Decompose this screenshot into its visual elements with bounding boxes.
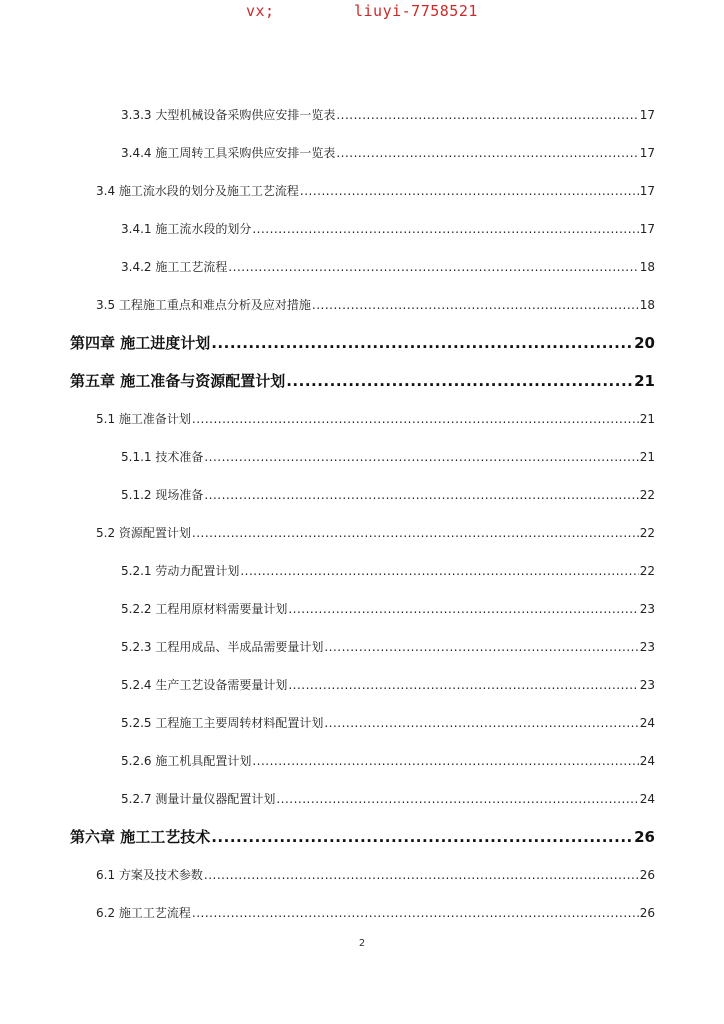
toc-entry[interactable]	[96, 524, 655, 541]
toc-entry-page: 26	[639, 868, 655, 882]
toc-dot-leader	[211, 334, 633, 352]
toc-entry-page: 26	[634, 828, 655, 846]
toc-entry-page: 22	[639, 488, 655, 502]
toc-entry-page: 18	[639, 260, 655, 274]
toc-entry[interactable]	[96, 296, 655, 313]
toc-entry-page: 17	[639, 222, 655, 236]
toc-entry-page: 21	[634, 372, 655, 390]
toc-entry-title: 3.4 施工流水段的划分及施工工艺流程	[96, 184, 299, 198]
watermark-left-text: vx;	[246, 2, 275, 20]
toc-entry-title: 第四章 施工进度计划	[70, 334, 211, 352]
toc-entry[interactable]	[121, 790, 655, 807]
toc-dot-leader	[324, 640, 638, 654]
toc-dot-leader	[336, 108, 638, 122]
toc-entry[interactable]	[121, 562, 655, 579]
toc-entry-page: 22	[639, 564, 655, 578]
toc-entry-title: 5.2.4 生产工艺设备需要量计划	[121, 678, 288, 692]
toc-entry-title: 5.1.2 现场准备	[121, 488, 204, 502]
toc-entry-page: 24	[639, 716, 655, 730]
toc-entry-page: 21	[639, 450, 655, 464]
toc-entry[interactable]	[121, 258, 655, 275]
watermark-right-text: liuyi-7758521	[354, 2, 478, 20]
toc-entry-title: 5.2.5 工程施工主要周转材料配置计划	[121, 716, 324, 730]
toc-entry-page: 26	[639, 906, 655, 920]
toc-entry[interactable]	[121, 752, 655, 769]
toc-entry[interactable]	[96, 866, 655, 883]
toc-entry-title: 6.1 方案及技术参数	[96, 868, 203, 882]
toc-dot-leader	[286, 372, 633, 390]
toc-entry[interactable]	[96, 904, 655, 921]
toc-entry-page: 17	[639, 108, 655, 122]
toc-entry[interactable]	[70, 826, 655, 847]
toc-entry[interactable]	[70, 332, 655, 353]
toc-dot-leader	[252, 222, 638, 236]
toc-entry[interactable]	[121, 638, 655, 655]
toc-entry[interactable]	[121, 600, 655, 617]
toc-dot-leader	[324, 716, 638, 730]
toc-entry[interactable]	[96, 182, 655, 199]
toc-entry-title: 6.2 施工工艺流程	[96, 906, 191, 920]
toc-entry-page: 17	[639, 146, 655, 160]
toc-entry-title: 3.4.1 施工流水段的划分	[121, 222, 252, 236]
toc-entry-title: 3.5 工程施工重点和难点分析及应对措施	[96, 298, 311, 312]
toc-dot-leader	[211, 828, 633, 846]
toc-entry[interactable]	[121, 676, 655, 693]
toc-entry-page: 20	[634, 334, 655, 352]
watermark	[0, 0, 724, 24]
toc-entry-page: 23	[639, 640, 655, 654]
toc-entry-title: 3.4.2 施工工艺流程	[121, 260, 228, 274]
toc-entry[interactable]	[121, 486, 655, 503]
toc-entry-title: 5.2.1 劳动力配置计划	[121, 564, 240, 578]
toc-dot-leader	[192, 526, 639, 540]
toc-entry-title: 5.2.2 工程用原材料需要量计划	[121, 602, 288, 616]
toc-dot-leader	[192, 906, 639, 920]
toc-entry[interactable]	[96, 410, 655, 427]
toc-entry[interactable]	[121, 714, 655, 731]
toc-dot-leader	[312, 298, 639, 312]
toc-entry-page: 24	[639, 754, 655, 768]
toc-entry-title: 5.2.7 测量计量仪器配置计划	[121, 792, 276, 806]
toc-dot-leader	[228, 260, 638, 274]
toc-entry-title: 5.2.6 施工机具配置计划	[121, 754, 252, 768]
toc-entry-title: 3.3.3 大型机械设备采购供应安排一览表	[121, 108, 336, 122]
toc-entry-title: 5.2.3 工程用成品、半成品需要量计划	[121, 640, 324, 654]
toc-entry-title: 5.1 施工准备计划	[96, 412, 191, 426]
toc-dot-leader	[288, 678, 638, 692]
toc-dot-leader	[276, 792, 638, 806]
toc-entry-page: 24	[639, 792, 655, 806]
toc-dot-leader	[240, 564, 638, 578]
toc-dot-leader	[192, 412, 639, 426]
toc-dot-leader	[204, 868, 639, 882]
toc-entry[interactable]	[121, 448, 655, 465]
toc-dot-leader	[300, 184, 639, 198]
toc-entry[interactable]	[70, 370, 655, 391]
toc-entry-title: 5.1.1 技术准备	[121, 450, 204, 464]
toc-entry-title: 5.2 资源配置计划	[96, 526, 191, 540]
toc-entry-page: 18	[639, 298, 655, 312]
toc-dot-leader	[204, 488, 638, 502]
toc-entry-title: 第五章 施工准备与资源配置计划	[70, 372, 286, 390]
toc-entry-title: 第六章 施工工艺技术	[70, 828, 211, 846]
toc-entry[interactable]	[121, 106, 655, 123]
toc-entry[interactable]	[121, 144, 655, 161]
toc-entry-title: 3.4.4 施工周转工具采购供应安排一览表	[121, 146, 336, 160]
toc-entry-page: 22	[639, 526, 655, 540]
toc-entry-page: 21	[639, 412, 655, 426]
toc-dot-leader	[288, 602, 638, 616]
toc-entry[interactable]	[121, 220, 655, 237]
toc-dot-leader	[336, 146, 638, 160]
page-number: 2	[358, 938, 366, 949]
toc-entry-page: 17	[639, 184, 655, 198]
toc-entry-page: 23	[639, 602, 655, 616]
toc-dot-leader	[204, 450, 638, 464]
toc-dot-leader	[252, 754, 638, 768]
toc-entry-page: 23	[639, 678, 655, 692]
